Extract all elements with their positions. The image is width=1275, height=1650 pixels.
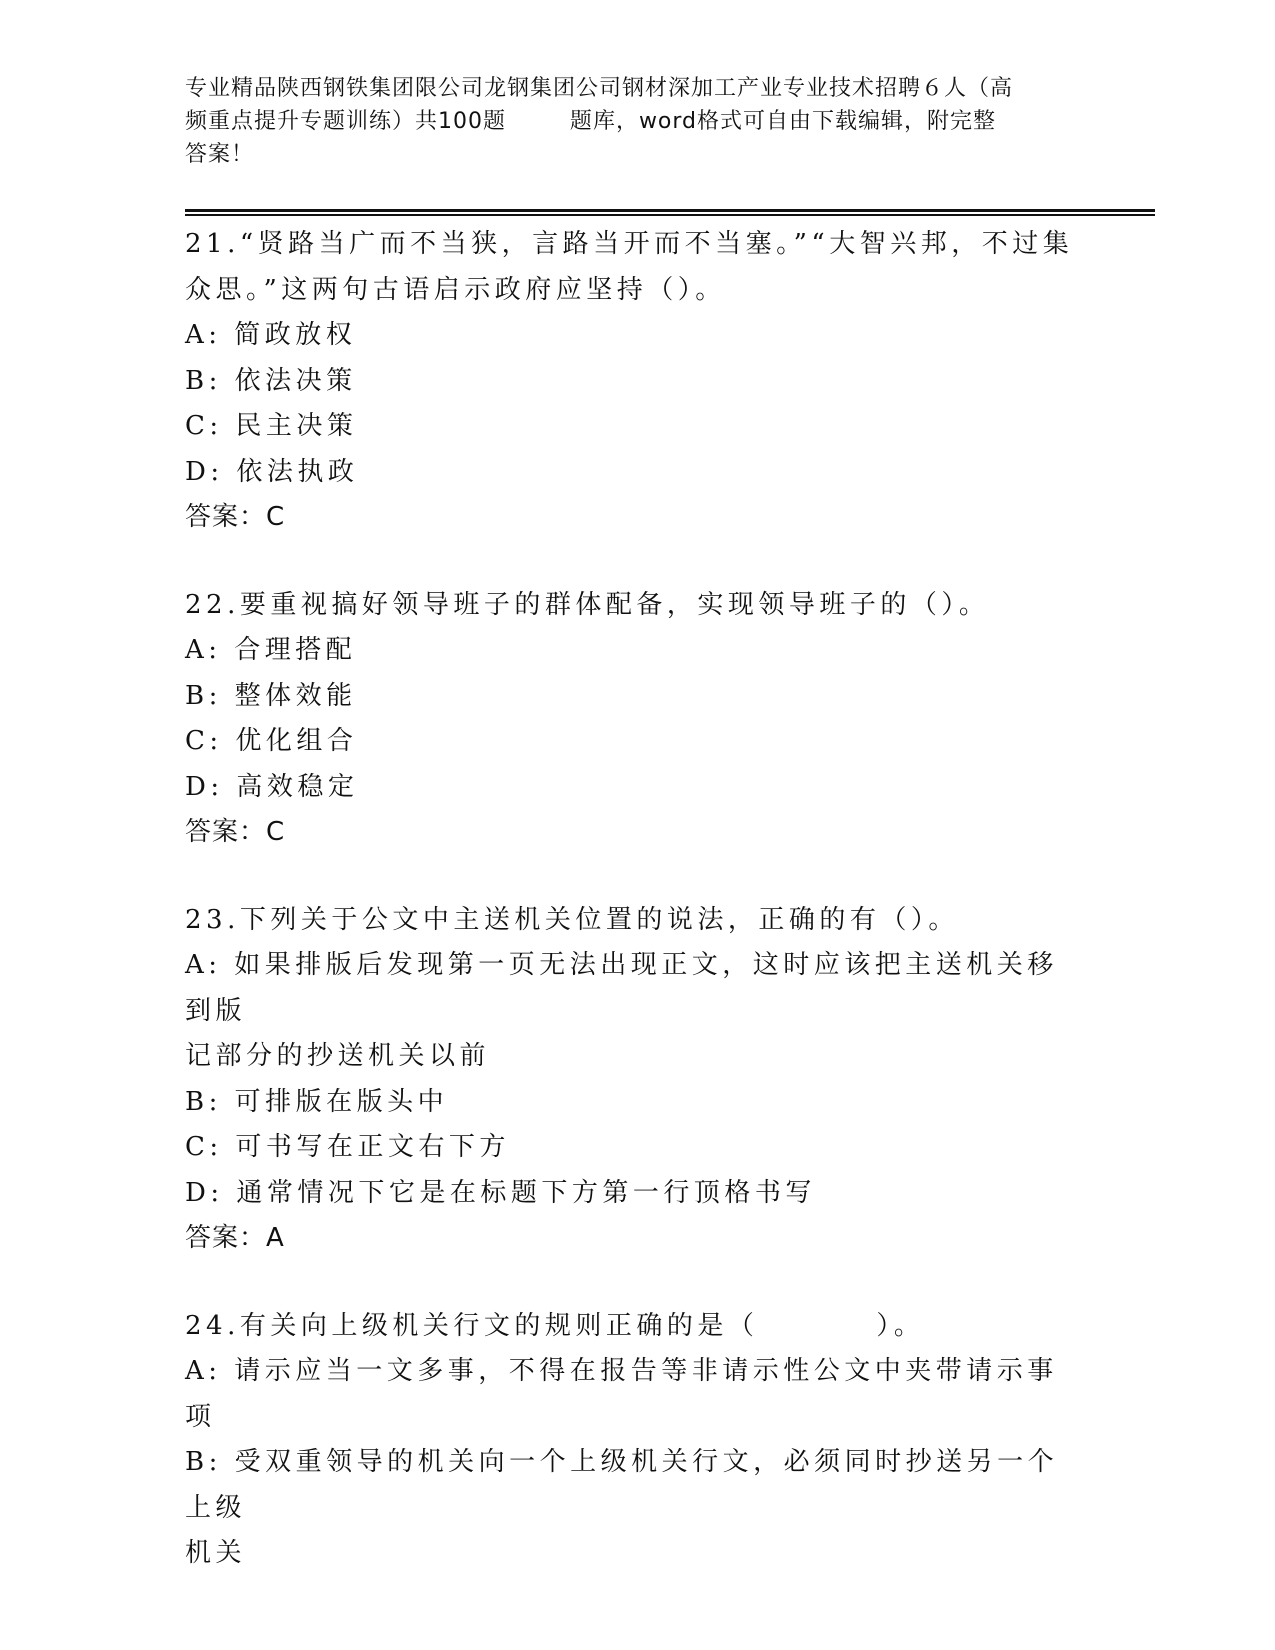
header-rule-thin <box>185 214 1155 216</box>
answer: 答案：A <box>185 1223 285 1253</box>
question-stem-before-blank: 24.有关向上级机关行文的规则正确的是（ <box>185 1310 759 1341</box>
header-rule-thick <box>185 209 1155 212</box>
option-a: A: 简政放权 <box>185 320 357 350</box>
option-a: A: 请示应当一文多事，不得在报告等非请示性公文中夹带请示事项 <box>185 1356 1058 1432</box>
question-stem-line: 21.“贤路当广而不当狭，言路当开而不当塞。”“大智兴邦，不过集 <box>185 229 1074 259</box>
option-a: A: 合理搭配 <box>185 635 357 665</box>
header-line-3: 答案！ <box>185 142 255 167</box>
answer: 答案：C <box>185 502 286 532</box>
question-22 <box>185 583 1085 856</box>
question-21 <box>185 222 1085 541</box>
option-d: D: 通常情况下它是在标题下方第一行顶格书写 <box>185 1177 816 1208</box>
option-b: B: 受双重领导的机关向一个上级机关行文，必须同时抄送另一个上级 <box>185 1447 1059 1523</box>
option-c: C: 优化组合 <box>185 726 358 756</box>
question-stem-line: 众思。”这两句古语启示政府应坚持（）。 <box>185 274 726 305</box>
question-23 <box>185 898 1085 1262</box>
question-stem-line: 22.要重视搞好领导班子的群体配备，实现领导班子的（）。 <box>185 589 990 620</box>
option-b: B: 可排版在版头中 <box>185 1086 449 1117</box>
option-c: C: 民主决策 <box>185 411 358 441</box>
option-d: D: 依法执政 <box>185 456 359 487</box>
option-a-continued: 记部分的抄送机关以前 <box>185 1041 491 1071</box>
option-a: A: 如果排版后发现第一页无法出现正文，这时应该把主送机关移到版 <box>185 950 1058 1026</box>
option-b-continued: 机关 <box>185 1538 247 1568</box>
question-stem-line <box>185 1304 1085 1350</box>
question-list <box>185 222 1085 1619</box>
option-b: B: 整体效能 <box>185 680 357 711</box>
header-line-2: 频重点提升专题训练）共100题 题库，word格式可自由下载编辑，附完整 <box>185 109 997 134</box>
question-stem-after-blank: ）。 <box>876 1310 925 1341</box>
question-24 <box>185 1304 1085 1577</box>
answer: 答案：C <box>185 817 286 847</box>
question-stem-line: 23.下列关于公文中主送机关位置的说法，正确的有（）。 <box>185 904 959 935</box>
option-b: B: 依法决策 <box>185 365 357 396</box>
option-d: D: 高效稳定 <box>185 771 359 802</box>
document-header <box>185 72 1085 171</box>
option-c: C: 可书写在正文右下方 <box>185 1132 510 1162</box>
header-line-1: 专业精品陕西钢铁集团限公司龙钢集团公司钢材深加工产业专业技术招聘６人（高 <box>185 76 1014 101</box>
